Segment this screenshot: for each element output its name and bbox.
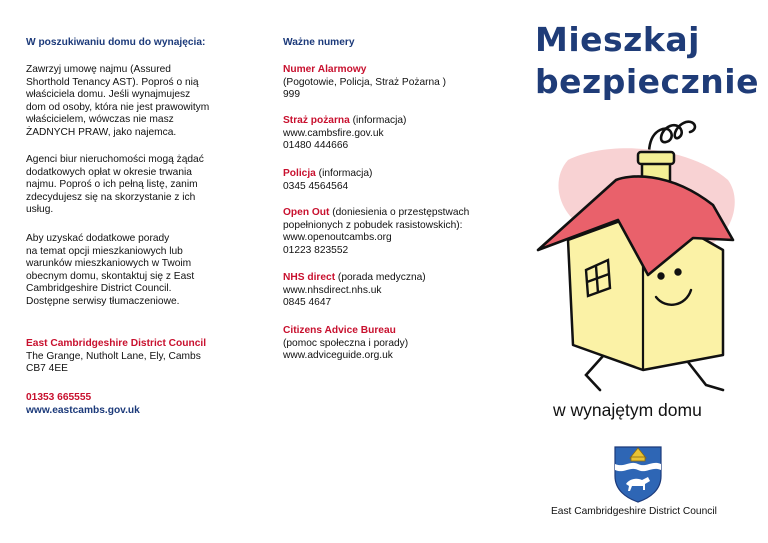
contact-website-link[interactable]: www.nhsdirect.nhs.uk: [283, 284, 382, 296]
contact-line: (Pogotowie, Policja, Straż Pożarna ): [283, 76, 447, 88]
paragraph-line: usług.: [26, 204, 54, 216]
contact-website-link[interactable]: www.cambsfire.gov.uk: [283, 127, 384, 139]
left-heading: W poszukiwaniu domu do wynajęcia:: [26, 37, 206, 48]
contact-phone: 01480 444666: [283, 140, 349, 152]
council-contact-block: [26, 392, 241, 417]
contact-nhs: [283, 272, 503, 310]
title-line-2: bezpiecznie: [535, 62, 759, 101]
contact-note: (porada medyczna): [335, 272, 426, 283]
paragraph-line: Dostępne serwisy tłumaczeniowe.: [26, 295, 180, 307]
contact-website-link[interactable]: www.openoutcambs.org: [283, 232, 392, 244]
council-name: East Cambridgeshire District Council: [26, 338, 207, 349]
agents-paragraph: [26, 154, 241, 217]
subtitle: w wynajętym domu: [553, 400, 702, 420]
council-website-link[interactable]: www.eastcambs.gov.uk: [26, 404, 140, 416]
title-line-1: Mieszkaj: [535, 20, 700, 59]
contact-name: Open Out: [283, 207, 330, 218]
contact-website-link[interactable]: www.adviceguide.org.uk: [283, 350, 393, 362]
paragraph-line: najmu. Poproś o ich pełną listę, zanim: [26, 179, 198, 191]
paragraph-line: właścicielem, wówczas nie masz: [26, 114, 174, 126]
tenancy-paragraph: [26, 64, 241, 140]
footer-council-name: East Cambridgeshire District Council: [551, 506, 717, 517]
contact-name: Policja: [283, 168, 316, 179]
paragraph-line: obecnym domu, skontaktuj się z East: [26, 270, 195, 282]
contact-note: (doniesienia o przestępstwach: [329, 207, 470, 218]
contact-name: Numer Alarmowy: [283, 64, 367, 75]
advice-paragraph: [26, 233, 241, 309]
contact-cab: [283, 325, 503, 363]
paragraph-line: dom od osoby, która nie jest prawowitym: [26, 101, 210, 113]
contact-phone: 0345 4564564: [283, 180, 349, 192]
paragraph-line: Cambridgeshire District Council.: [26, 283, 172, 295]
paragraph-line: dodatkowych opłat w okresie trwania: [26, 166, 192, 178]
address-line: The Grange, Nutholt Lane, Ely, Cambs: [26, 350, 201, 362]
contact-phone: 999: [283, 89, 300, 101]
contact-note: (informacja): [349, 115, 407, 126]
paragraph-line: Shorthold Tenancy AST). Poproś o nią: [26, 76, 199, 88]
paragraph-line: warunków mieszkaniowych w Twoim: [26, 258, 192, 270]
council-crest-icon: [612, 444, 664, 504]
paragraph-line: Agenci biur nieruchomości mogą żądać: [26, 154, 204, 165]
contact-police: [283, 168, 503, 193]
council-address-block: [26, 338, 241, 376]
paragraph-line: zdecydujesz się na skorzystanie z ich: [26, 191, 196, 203]
council-phone: 01353 665555: [26, 392, 92, 403]
contact-open-out: [283, 207, 508, 257]
address-line: CB7 4EE: [26, 363, 68, 375]
contact-note: (informacja): [315, 168, 373, 179]
contact-name: Straż pożarna: [283, 115, 350, 126]
contact-name: Citizens Advice Bureau: [283, 325, 396, 336]
paragraph-line: ŻADNYCH PRAW, jako najemca.: [26, 126, 177, 138]
contact-phone: 01223 823552: [283, 244, 349, 256]
paragraph-line: Aby uzyskać dodatkowe porady: [26, 233, 170, 244]
paragraph-line: na temat opcji mieszkaniowych lub: [26, 245, 183, 257]
paragraph-line: Zawrzyj umowę najmu (Assured: [26, 64, 171, 75]
contact-fire: [283, 115, 503, 153]
paragraph-line: właściciela domu. Jeśli wynajmujesz: [26, 89, 191, 101]
numbers-heading: Ważne numery: [283, 37, 355, 48]
house-illustration: [528, 100, 763, 400]
contact-line: popełnionych z pobudek rasistowskich):: [283, 219, 463, 231]
contact-emergency: [283, 64, 503, 102]
contact-name: NHS direct: [283, 272, 336, 283]
contact-phone: 0845 4647: [283, 297, 332, 309]
contact-line: (pomoc społeczna i porady): [283, 337, 409, 349]
